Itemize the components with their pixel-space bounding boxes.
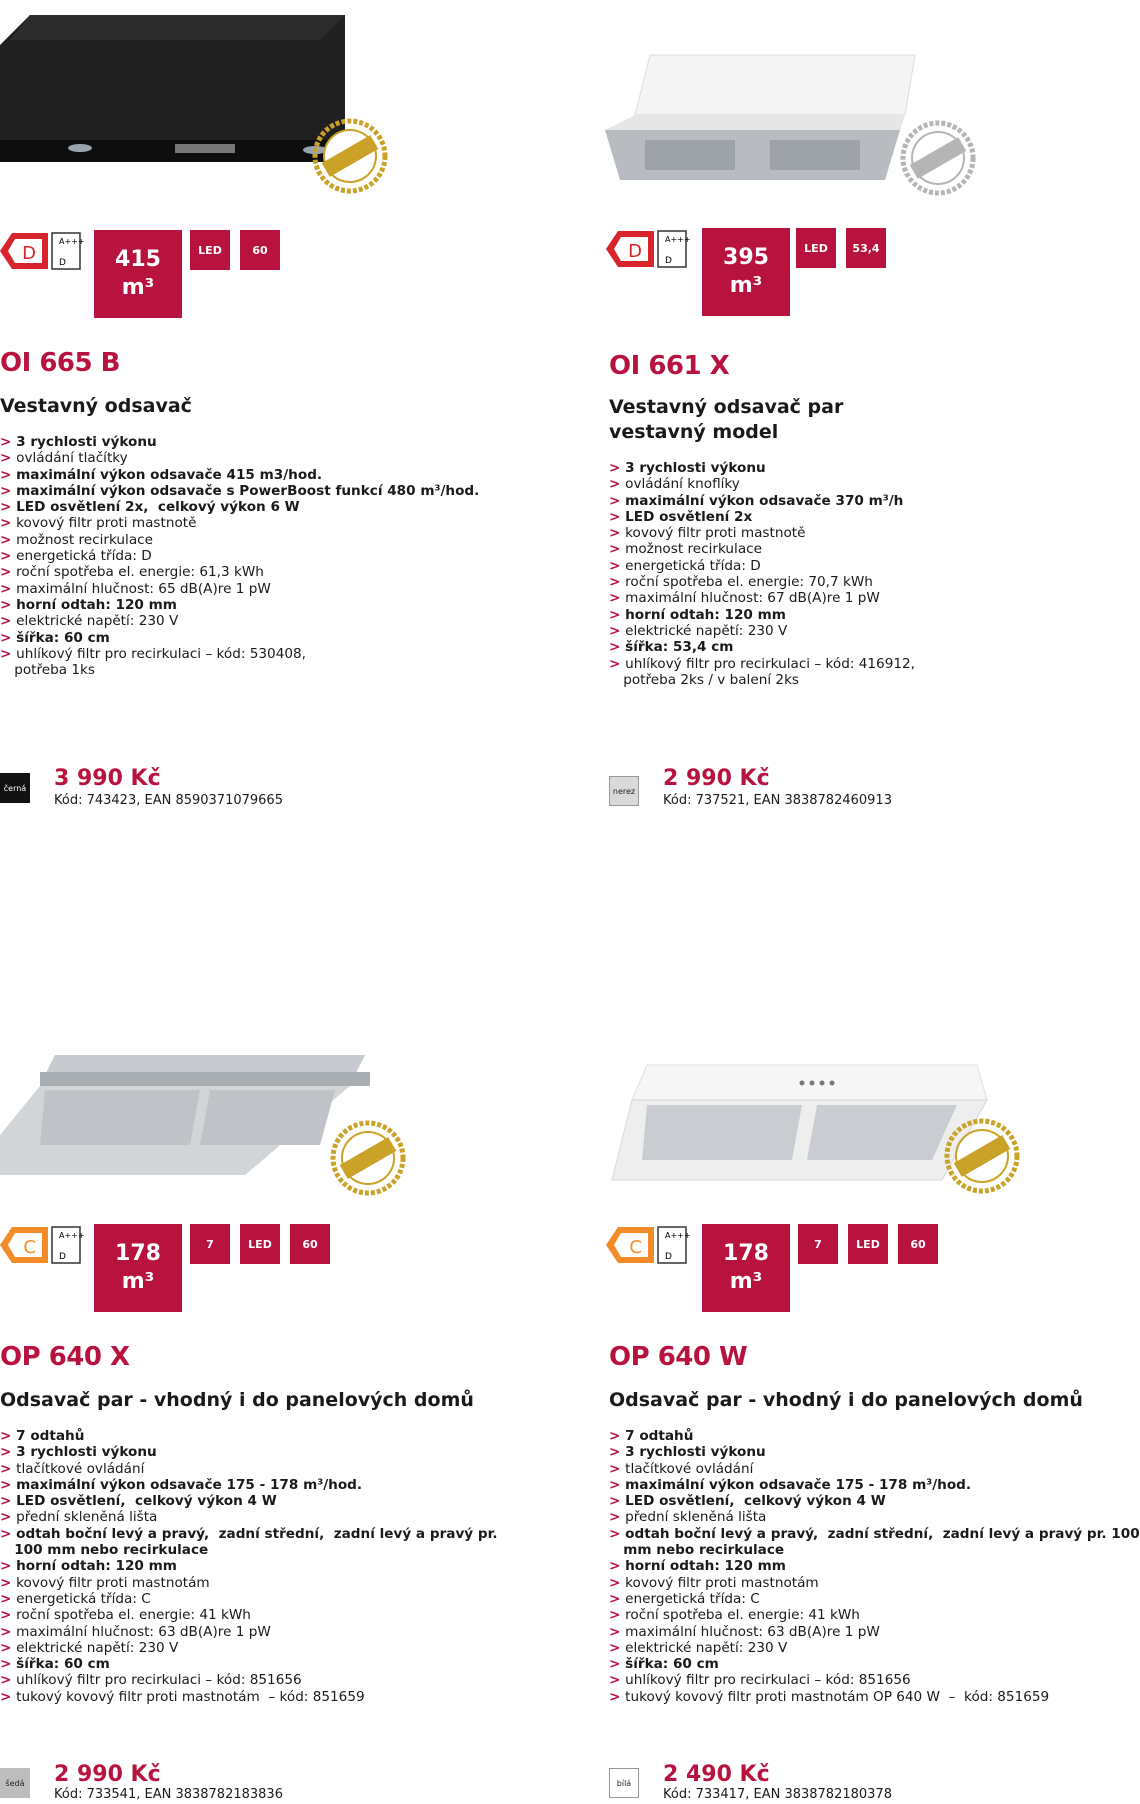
svg-text:D: D [59, 1252, 66, 1262]
mora-premium-seal [900, 120, 976, 196]
spec-item: 100 mm nebo recirkulace [14, 1542, 209, 1559]
product-code: Kód: 733417, EAN 3838782180378 [663, 1787, 892, 1802]
price: 2 490 Kč [663, 1762, 770, 1787]
spec-item: > uhlíkový filtr pro recirkulaci – kód: 851656 [609, 1672, 1140, 1688]
airflow-badge: 395 m³ [702, 228, 790, 316]
product-subtitle: Odsavač par - vhodný i do panelových domů [609, 1389, 1083, 1411]
width-icon: 60 [290, 1224, 330, 1264]
spec-item: > maximální výkon odsavače 175 - 178 m³/hod. [0, 1477, 498, 1493]
energy-class-letter: D [22, 243, 36, 264]
price: 3 990 Kč [54, 766, 161, 791]
spec-item: > uhlíkový filtr pro recirkulaci – kód: 416912, [609, 656, 915, 672]
spec-item: > maximální hlučnost: 65 dB(A)re 1 pW [0, 581, 479, 597]
model-name: OP 640 W [609, 1342, 748, 1372]
product-subtitle: Vestavný odsavač [0, 395, 192, 417]
spec-item: > roční spotřeba el. energie: 41 kWh [609, 1607, 1140, 1623]
product-subtitle: Odsavač par - vhodný i do panelových domů [0, 1389, 474, 1411]
color-swatch: bílá [609, 1768, 639, 1798]
svg-text:A+++: A+++ [59, 237, 85, 246]
spec-item: > tukový kovový filtr proti mastnotám OP 640 W – kód: 851659 [609, 1689, 1140, 1705]
spec-item: > odtah boční levý a pravý, zadní střední, zadní levý a pravý pr. 100 [609, 1526, 1140, 1542]
mora-premium-seal [312, 118, 388, 194]
spec-item: > tlačítkové ovládání [0, 1461, 498, 1477]
energy-class-label [0, 231, 85, 271]
spec-list [0, 1428, 498, 1705]
svg-text:D: D [59, 258, 66, 268]
spec-item: mm nebo recirkulace [623, 1542, 785, 1559]
svg-text:D: D [665, 1252, 672, 1262]
spec-item: > energetická třída: D [0, 548, 479, 564]
spec-item: > ovládání tlačítky [0, 450, 479, 466]
spec-item: > LED osvětlení, celkový výkon 4 W [0, 1493, 498, 1509]
width-icon: 53,4 [846, 228, 886, 268]
spec-item: > roční spotřeba el. energie: 70,7 kWh [609, 574, 915, 590]
spec-item: > 3 rychlosti výkonu [609, 1444, 1140, 1460]
spec-item: > tukový kovový filtr proti mastnotám – kód: 851659 [0, 1689, 498, 1705]
spec-item: > možnost recirkulace [609, 541, 915, 557]
spec-item: > šířka: 60 cm [609, 1656, 1140, 1672]
energy-class-letter: C [23, 1237, 36, 1258]
svg-text:A+++: A+++ [665, 235, 691, 244]
spec-item: > maximální výkon odsavače 175 - 178 m³/hod. [609, 1477, 1140, 1493]
mora-premium-seal [330, 1120, 406, 1196]
energy-class-label [606, 1225, 691, 1265]
spec-item: > 7 odtahů [0, 1428, 498, 1444]
product-code: Kód: 743423, EAN 8590371079665 [54, 793, 283, 808]
spec-item: > elektrické napětí: 230 V [609, 1640, 1140, 1656]
spec-item: > kovový filtr proti mastnotám [609, 1575, 1140, 1591]
spec-item: > energetická třída: C [0, 1591, 498, 1607]
outlets-icon: 7 [798, 1224, 838, 1264]
spec-item: > 3 rychlosti výkonu [609, 460, 915, 476]
product-subtitle-line-2: vestavný model [609, 421, 779, 443]
spec-item: > maximální hlučnost: 63 dB(A)re 1 pW [609, 1624, 1140, 1640]
spec-item: > kovový filtr proti mastnotě [609, 525, 915, 541]
width-icon: 60 [898, 1224, 938, 1264]
spec-list [0, 434, 479, 678]
color-swatch: nerez [609, 776, 639, 806]
spec-item: > šířka: 60 cm [0, 1656, 498, 1672]
spec-item: > šířka: 53,4 cm [609, 639, 915, 655]
spec-item: > LED osvětlení, celkový výkon 4 W [609, 1493, 1140, 1509]
spec-item: potřeba 2ks / v balení 2ks [623, 671, 800, 688]
spec-item: > kovový filtr proti mastnotám [0, 1575, 498, 1591]
energy-class-label [0, 1225, 85, 1265]
spec-item: > energetická třída: D [609, 558, 915, 574]
spec-item: > horní odtah: 120 mm [609, 1558, 1140, 1574]
spec-item: > horní odtah: 120 mm [0, 1558, 498, 1574]
spec-item: > elektrické napětí: 230 V [0, 613, 479, 629]
svg-text:A+++: A+++ [665, 1231, 691, 1240]
product-code: Kód: 737521, EAN 3838782460913 [663, 793, 892, 808]
spec-item: > energetická třída: C [609, 1591, 1140, 1607]
product-code: Kód: 733541, EAN 3838782183836 [54, 1787, 283, 1802]
spec-list [609, 1428, 1140, 1705]
led-icon: LED [240, 1224, 280, 1264]
spec-item: > tlačítkové ovládání [609, 1461, 1140, 1477]
spec-item: > maximální hlučnost: 67 dB(A)re 1 pW [609, 590, 915, 606]
outlets-icon: 7 [190, 1224, 230, 1264]
spec-item: > přední skleněná lišta [0, 1509, 498, 1525]
spec-item: > LED osvětlení 2x [609, 509, 915, 525]
spec-item: > šířka: 60 cm [0, 630, 479, 646]
color-swatch: šedá [0, 1768, 30, 1798]
price: 2 990 Kč [54, 1762, 161, 1787]
spec-item: > maximální výkon odsavače 370 m³/h [609, 493, 915, 509]
spec-item: > LED osvětlení 2x, celkový výkon 6 W [0, 499, 479, 515]
spec-item: > uhlíkový filtr pro recirkulaci – kód: 530408, [0, 646, 479, 662]
spec-item: potřeba 1ks [14, 662, 96, 679]
mora-premium-seal [944, 1118, 1020, 1194]
model-name: OI 665 B [0, 348, 120, 378]
led-icon: LED [190, 230, 230, 270]
airflow-badge: 415 m³ [94, 230, 182, 318]
spec-item: > horní odtah: 120 mm [609, 607, 915, 623]
product-image-op-640-x [0, 1050, 370, 1180]
spec-item: > horní odtah: 120 mm [0, 597, 479, 613]
spec-item: > přední skleněná lišta [609, 1509, 1140, 1525]
spec-item: > odtah boční levý a pravý, zadní střední, zadní levý a pravý pr. [0, 1526, 498, 1542]
width-icon: 60 [240, 230, 280, 270]
spec-item: > maximální výkon odsavače s PowerBoost funkcí 480 m³/hod. [0, 483, 479, 499]
product-image-op-640-w [612, 1060, 987, 1190]
model-name: OI 661 X [609, 351, 730, 381]
spec-item: > 3 rychlosti výkonu [0, 434, 479, 450]
spec-item: > uhlíkový filtr pro recirkulaci – kód: 851656 [0, 1672, 498, 1688]
airflow-badge: 178 m³ [94, 1224, 182, 1312]
energy-class-letter: C [629, 1237, 642, 1258]
spec-list [609, 460, 915, 688]
spec-item: > elektrické napětí: 230 V [609, 623, 915, 639]
product-subtitle: Vestavný odsavač par [609, 396, 844, 418]
spec-item: > maximální hlučnost: 63 dB(A)re 1 pW [0, 1624, 498, 1640]
spec-item: > roční spotřeba el. energie: 61,3 kWh [0, 564, 479, 580]
led-icon: LED [848, 1224, 888, 1264]
spec-item: > 3 rychlosti výkonu [0, 1444, 498, 1460]
energy-class-letter: D [628, 241, 642, 262]
airflow-badge: 178 m³ [702, 1224, 790, 1312]
color-swatch: černá [0, 773, 30, 803]
energy-class-label [606, 229, 691, 269]
led-icon: LED [796, 228, 836, 268]
product-image-oi-665-b [0, 0, 360, 185]
spec-item: > 7 odtahů [609, 1428, 1140, 1444]
spec-item: > maximální výkon odsavače 415 m3/hod. [0, 467, 479, 483]
spec-item: > elektrické napětí: 230 V [0, 1640, 498, 1656]
spec-item: > možnost recirkulace [0, 532, 479, 548]
spec-item: > roční spotřeba el. energie: 41 kWh [0, 1607, 498, 1623]
svg-text:D: D [665, 256, 672, 266]
price: 2 990 Kč [663, 766, 770, 791]
product-image-oi-661-x [605, 45, 915, 185]
model-name: OP 640 X [0, 1342, 130, 1372]
spec-item: > kovový filtr proti mastnotě [0, 515, 479, 531]
svg-text:A+++: A+++ [59, 1231, 85, 1240]
spec-item: > ovládání knoflíky [609, 476, 915, 492]
